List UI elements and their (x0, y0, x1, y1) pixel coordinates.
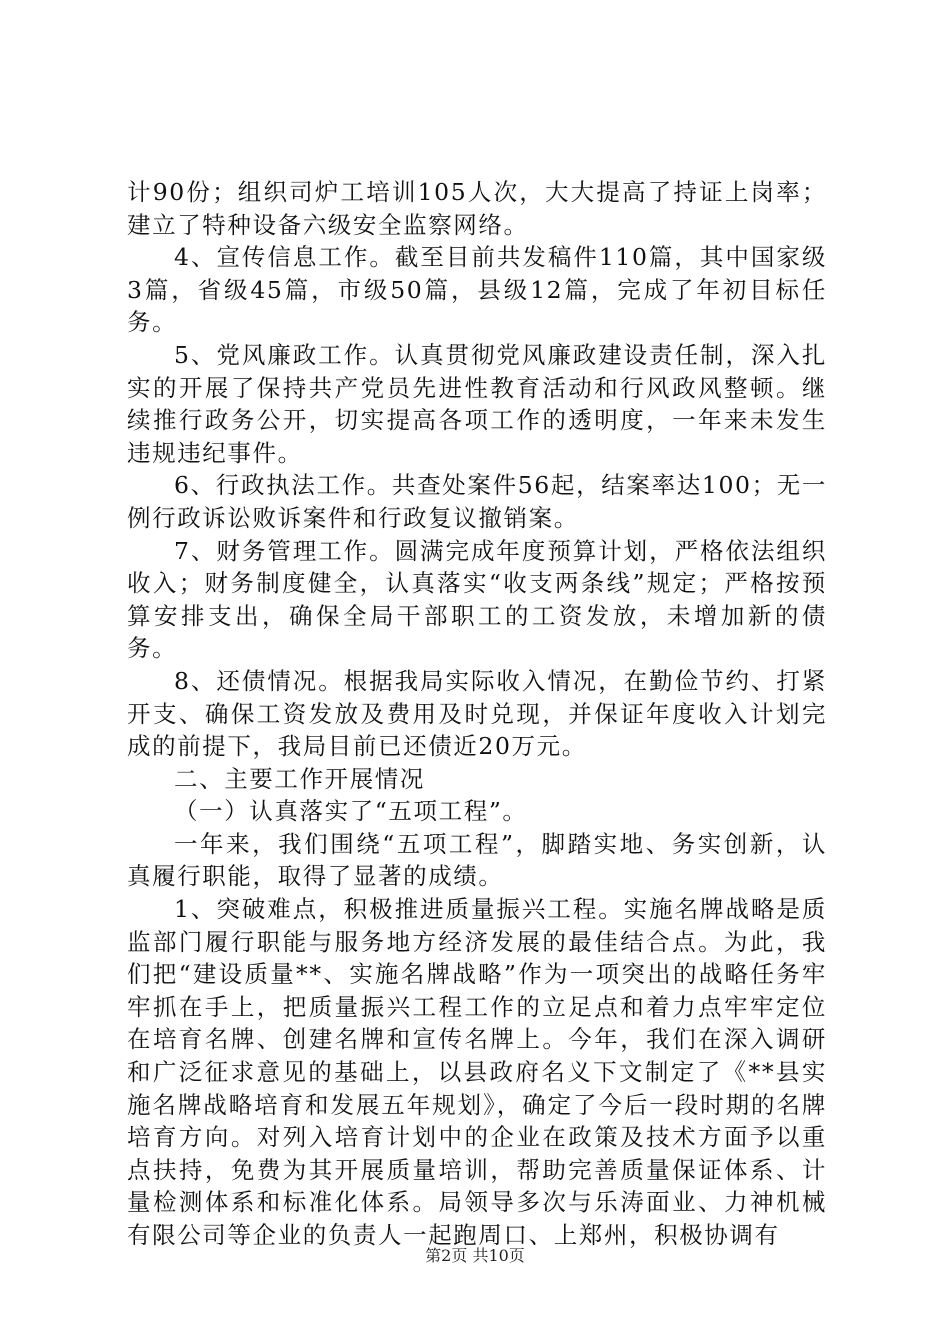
paragraph-8: 1、突破难点，积极推进质量振兴工程。实施名牌战略是质监部门履行职能与服务地方经济发展的最佳结合点。为此，我们把“建设质量**、实施名牌战略”作为一项突出的战略任务牢牢抓在手上，把质量振兴工程工作的立足点和着力点牢牢定位在培育名牌、创建名牌和宣传名牌上。今年，我们在深入调研和广泛征求意见的基础上，以县政府名义下文制定了《**县实施名牌战略培育和发展五年规划》，确定了今后一段时期的名牌培育方向。对列入培育计划中的企业在政策及技术方面予以重点扶持，免费为其开展质量培训，帮助完善质量保证体系、计量检测体系和标准化体系。局领导多次与乐涛面业、力神机械有限公司等企业的负责人一起跑周口、上郑州，积极协调有 (127, 895, 827, 1249)
subsection-heading: （一）认真落实了“五项工程”。 (174, 797, 528, 826)
paragraph-3: 5、党风廉政工作。认真贯彻党风廉政建设责任制，深入扎实的开展了保持共产党员先进性教育活动和行风政风整顿。继续推行政务公开，切实提高各项工作的透明度，一年来未发生违规违纪事件。 (127, 340, 827, 467)
paragraph-5: 7、财务管理工作。圆满完成年度预算计划，严格依法组织收入；财务制度健全，认真落实“收支两条线”规定；严格按预算安排支出，确保全局干部职工的工资发放，未增加新的债务。 (127, 536, 827, 663)
paragraph-1: 计90份；组织司炉工培训105人次，大大提高了持证上岗率；建立了特种设备六级安全监察网络。 (127, 178, 827, 239)
paragraph-4: 6、行政执法工作。共查处案件56起，结案率达100；无一例行政诉讼败诉案件和行政复议撤销案。 (127, 471, 827, 532)
document-body (127, 176, 827, 1252)
section-heading: 二、主要工作开展情况 (174, 764, 425, 793)
paragraph-7: 一年来，我们围绕“五项工程”，脚踏实地、务实创新，认真履行职能，取得了显著的成绩。 (127, 829, 827, 891)
paragraph-2: 4、宣传信息工作。截至目前共发稿件110篇，其中国家级3篇，省级45篇，市级50篇，县级12篇，完成了年初目标任务。 (127, 243, 827, 337)
page-number-footer: 第2页 共10页 (425, 1246, 525, 1265)
paragraph-6: 8、还债情况。根据我局实际收入情况，在勤俭节约、打紧开支、确保工资发放及费用及时兑现，并保证年度收入计划完成的前提下，我局目前已还债近20万元。 (127, 666, 827, 761)
